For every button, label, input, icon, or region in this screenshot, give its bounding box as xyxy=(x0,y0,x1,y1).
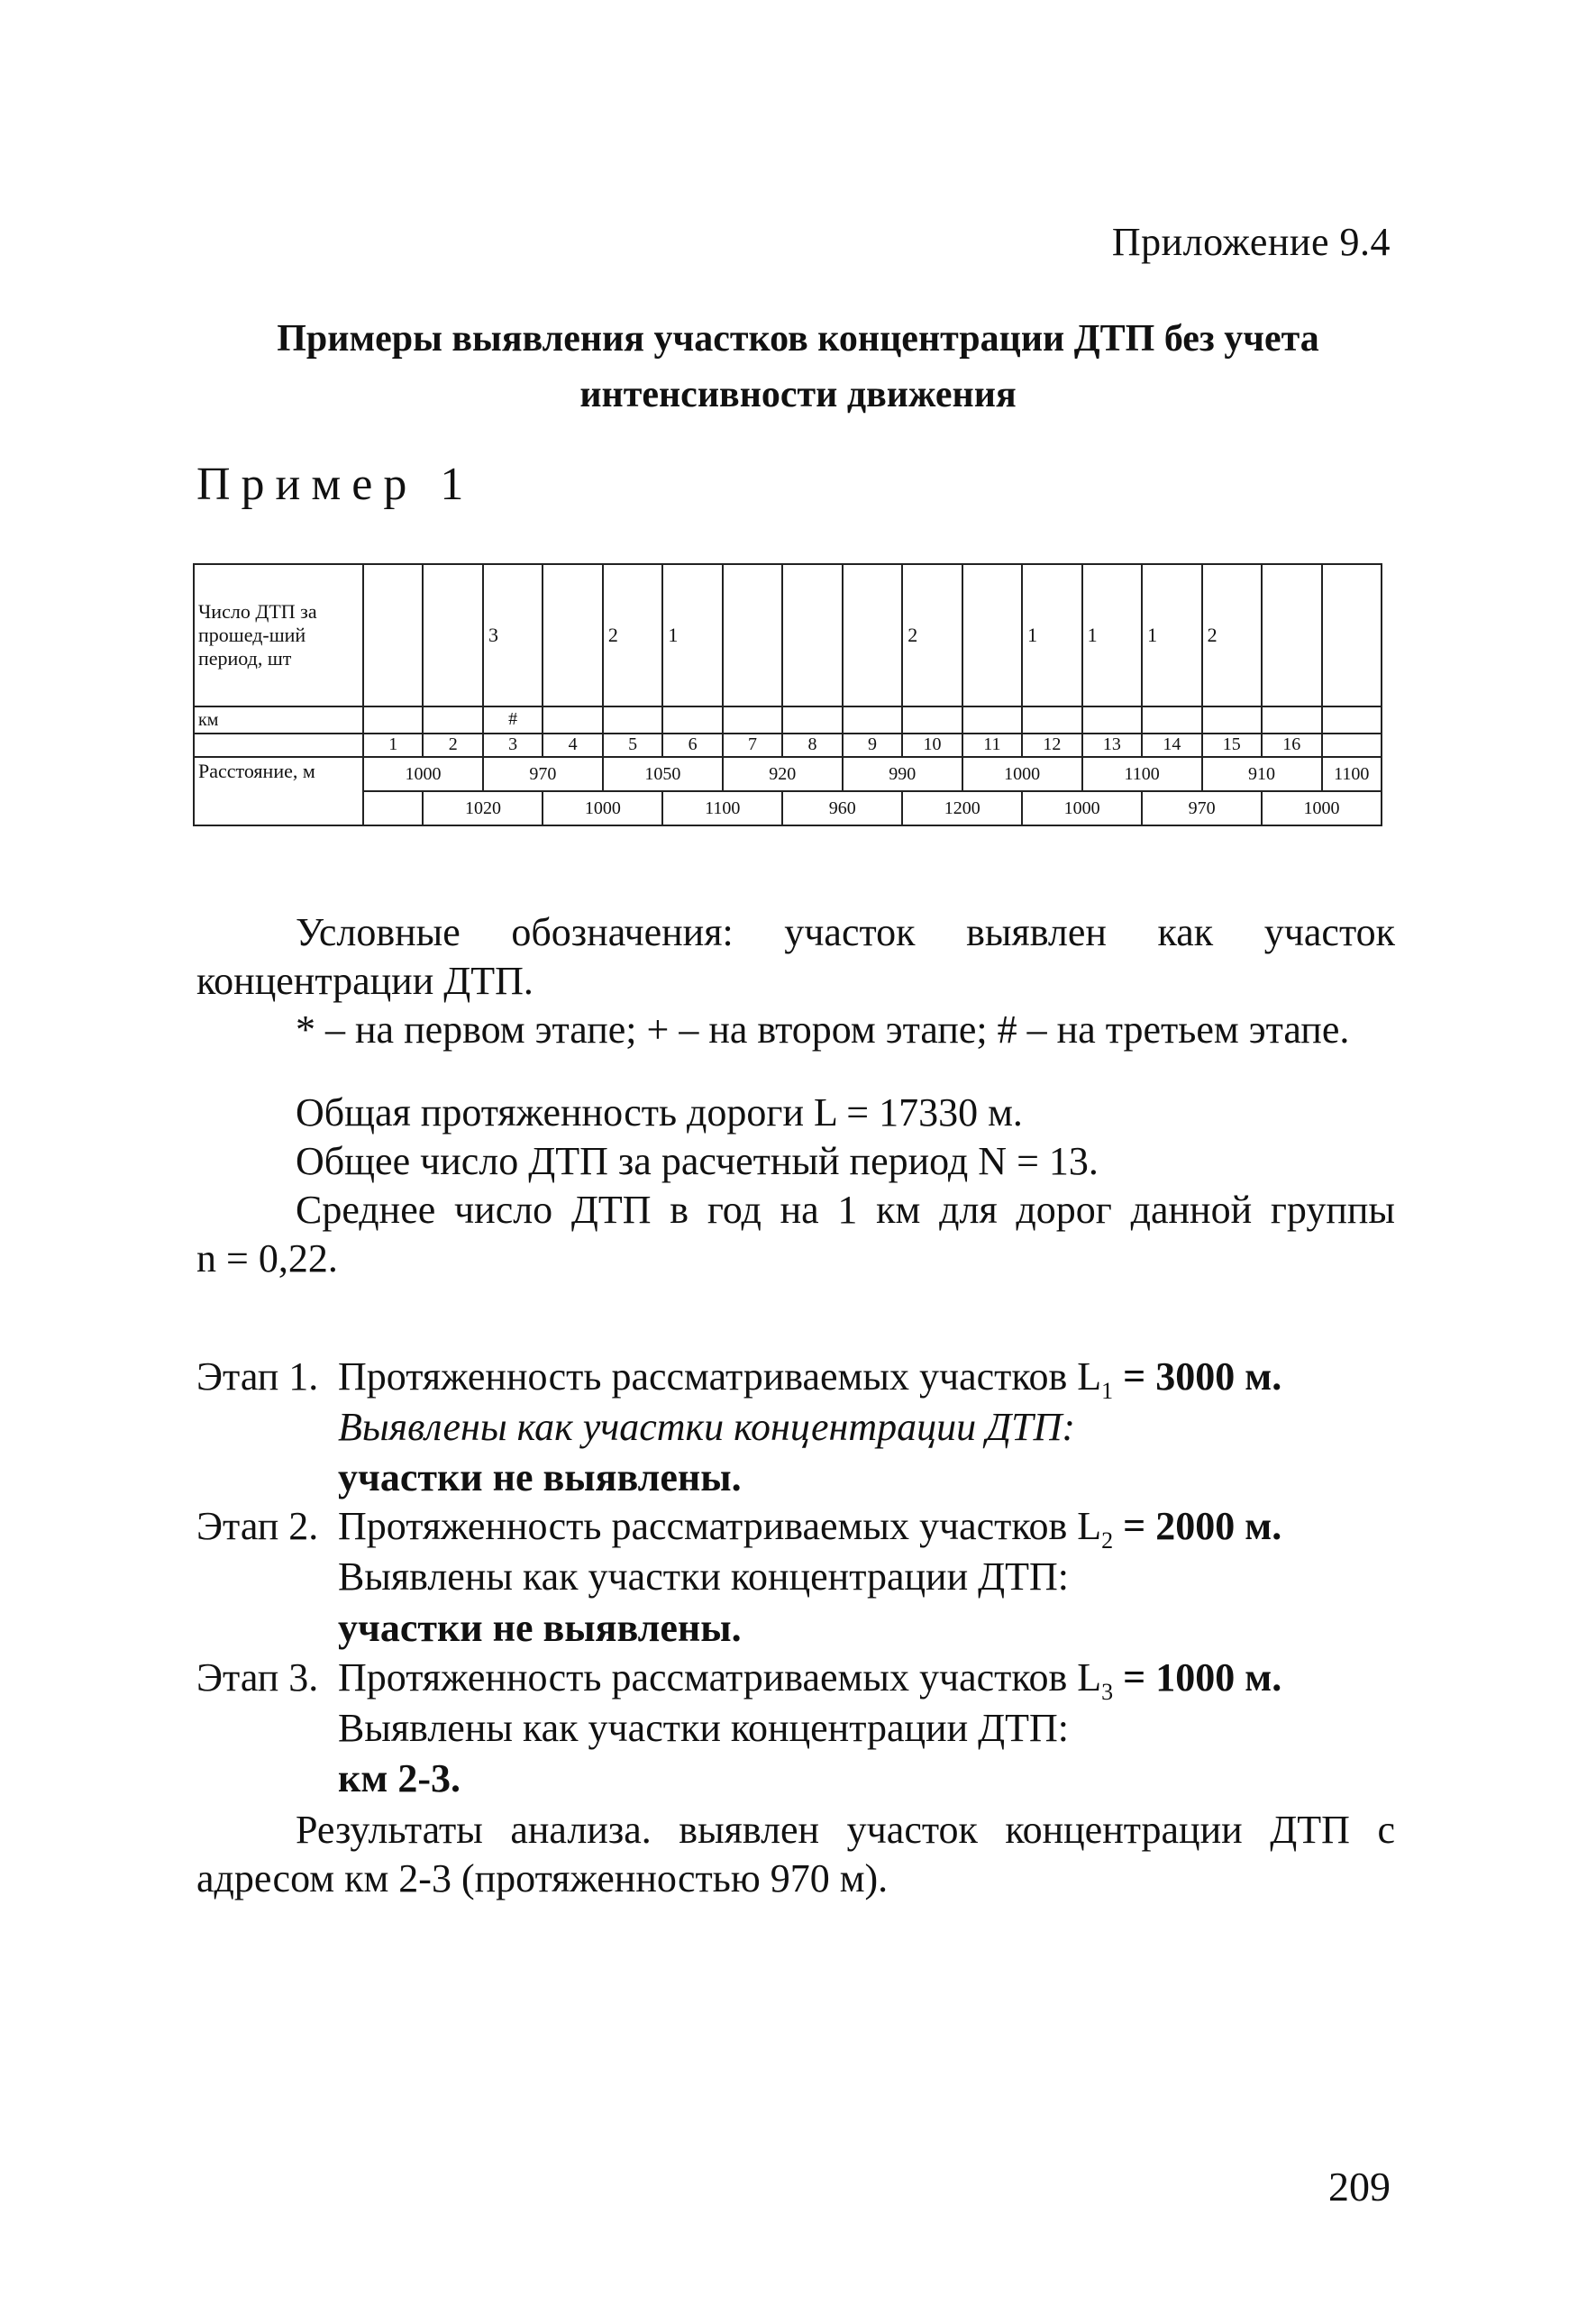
stage-3-length xyxy=(338,1654,1281,1706)
km-mark-cell xyxy=(902,706,962,734)
km-mark-cell xyxy=(723,706,782,734)
km-mark-cell xyxy=(1202,706,1262,734)
appendix-label: Приложение 9.4 xyxy=(1111,220,1391,264)
legend xyxy=(196,908,1395,1054)
stage-2-result: участки не выявлены. xyxy=(338,1606,742,1650)
distance-cell: 1100 xyxy=(662,791,782,825)
count-cell: 1 xyxy=(1142,564,1201,706)
stage-3-result: км 2-3. xyxy=(338,1756,461,1800)
km-mark-cell xyxy=(1082,706,1142,734)
stage-3-length-text: Протяженность рассматриваемых участков L xyxy=(338,1655,1102,1700)
count-cell: 1 xyxy=(1082,564,1142,706)
km-mark-cell xyxy=(603,706,662,734)
km-number-cell: 3 xyxy=(483,734,543,757)
legend-line-3: * – на первом этапе; + – на втором этапе; # – на третьем этапе. xyxy=(296,1007,1350,1052)
km-number-cell: 11 xyxy=(962,734,1022,757)
count-cell xyxy=(543,564,602,706)
stage-2-sub: 2 xyxy=(1101,1527,1114,1554)
stage-2-length-text: Протяженность рассматриваемых участков L xyxy=(338,1504,1102,1548)
summary-avg-line-2: n = 0,22. xyxy=(196,1236,338,1281)
page-title xyxy=(162,311,1434,423)
summary-length: Общая протяженность дороги L = 17330 м. xyxy=(296,1090,1023,1135)
stage-2-length xyxy=(338,1503,1281,1554)
distance-cell: 990 xyxy=(843,757,962,791)
summary xyxy=(196,1089,1395,1283)
km-number-cell: 9 xyxy=(843,734,902,757)
km-mark-cell: # xyxy=(483,706,543,734)
distance-cell: 1050 xyxy=(603,757,723,791)
km-number-cell: 5 xyxy=(603,734,662,757)
distance-cell: 970 xyxy=(1142,791,1262,825)
distance-cell: 1200 xyxy=(902,791,1022,825)
stage-2-length-value: = 2000 м. xyxy=(1113,1504,1282,1548)
legend-line-2: концентрации ДТП. xyxy=(196,959,534,1003)
stage-2-label: Этап 2. xyxy=(196,1504,319,1548)
count-cell xyxy=(423,564,482,706)
summary-count: Общее число ДТП за расчетный период N = 13. xyxy=(296,1139,1099,1183)
km-mark-cell xyxy=(1022,706,1081,734)
km-number-cell: 12 xyxy=(1022,734,1081,757)
table-body xyxy=(194,564,1382,825)
stage-1-length xyxy=(338,1353,1281,1405)
distance-cell: 1020 xyxy=(423,791,543,825)
distance-cell: 1000 xyxy=(1022,791,1142,825)
stage-3-found-label: Выявлены как участки концентрации ДТП: xyxy=(338,1706,1070,1750)
legend-line-1: Условные обозначения: участок выявлен как участок xyxy=(296,910,1395,954)
distance-blank xyxy=(363,791,423,825)
km-number-blank xyxy=(194,734,363,757)
stage-3-sub: 3 xyxy=(1101,1678,1114,1705)
count-cell xyxy=(782,564,842,706)
km-number-blank xyxy=(1322,734,1382,757)
table-row-count xyxy=(194,564,1382,706)
count-cell xyxy=(1322,564,1382,706)
km-number-cell: 1 xyxy=(363,734,423,757)
km-number-cell: 6 xyxy=(662,734,722,757)
count-cell: 1 xyxy=(1022,564,1081,706)
km-number-cell: 13 xyxy=(1082,734,1142,757)
count-cell: 2 xyxy=(603,564,662,706)
distance-cell: 910 xyxy=(1202,757,1322,791)
summary-avg-line-1: Среднее число ДТП в год на 1 км для дорог данной группы xyxy=(296,1188,1395,1232)
table-row-km-numbers xyxy=(194,734,1382,757)
stage-3-length-value: = 1000 м. xyxy=(1113,1655,1282,1700)
km-number-cell: 7 xyxy=(723,734,782,757)
table-row-km-marks xyxy=(194,706,1382,734)
distance-cell: 1100 xyxy=(1322,757,1382,791)
title-line-2: интенсивности движения xyxy=(579,374,1017,415)
count-cell xyxy=(723,564,782,706)
distance-cell: 1000 xyxy=(962,757,1082,791)
title-line-1: Примеры выявления участков концентрации ДТП без учета xyxy=(277,318,1319,360)
count-cell xyxy=(363,564,423,706)
km-number-cell: 2 xyxy=(423,734,482,757)
km-mark-cell xyxy=(662,706,722,734)
count-cell xyxy=(1262,564,1321,706)
km-number-cell: 15 xyxy=(1202,734,1262,757)
km-number-cell: 16 xyxy=(1262,734,1321,757)
distance-cell: 1100 xyxy=(1082,757,1202,791)
row-label-distance: Расстояние, м xyxy=(194,757,363,825)
conclusion-line-1: Результаты анализа. выявлен участок концентрации ДТП с xyxy=(296,1808,1395,1852)
conclusion-line-2: адресом км 2-3 (протяженностью 970 м). xyxy=(196,1856,889,1900)
km-mark-cell xyxy=(843,706,902,734)
stage-1-found-label: Выявлены как участки концентрации ДТП: xyxy=(338,1405,1075,1449)
count-cell xyxy=(843,564,902,706)
km-mark-cell xyxy=(1322,706,1382,734)
distance-cell: 920 xyxy=(723,757,843,791)
km-number-cell: 8 xyxy=(782,734,842,757)
count-cell: 1 xyxy=(662,564,722,706)
distance-cell: 1000 xyxy=(543,791,662,825)
example-heading: Пример 1 xyxy=(196,459,475,510)
km-mark-cell xyxy=(423,706,482,734)
stage-3-label: Этап 3. xyxy=(196,1655,319,1700)
accident-table xyxy=(193,563,1382,826)
stage-1-label: Этап 1. xyxy=(196,1354,319,1399)
km-number-cell: 4 xyxy=(543,734,602,757)
row-label-count: Число ДТП за прошед-ший период, шт xyxy=(194,564,363,706)
distance-cell: 960 xyxy=(782,791,902,825)
count-cell: 3 xyxy=(483,564,543,706)
table-row-distance-top xyxy=(194,757,1382,791)
stage-1-length-value: = 3000 м. xyxy=(1113,1354,1282,1399)
km-mark-cell xyxy=(782,706,842,734)
km-mark-cell xyxy=(962,706,1022,734)
page-number: 209 xyxy=(1328,2164,1391,2210)
km-mark-cell xyxy=(543,706,602,734)
distance-cell: 1000 xyxy=(363,757,483,791)
km-number-cell: 10 xyxy=(902,734,962,757)
stage-1-sub: 1 xyxy=(1101,1377,1114,1404)
table-row-distance-bottom xyxy=(194,791,1382,825)
distance-cell: 970 xyxy=(483,757,603,791)
km-number-cell: 14 xyxy=(1142,734,1201,757)
count-cell xyxy=(962,564,1022,706)
stage-2-found-label: Выявлены как участки концентрации ДТП: xyxy=(338,1554,1070,1599)
km-mark-cell xyxy=(363,706,423,734)
stage-1-length-text: Протяженность рассматриваемых участков L xyxy=(338,1354,1102,1399)
conclusion xyxy=(196,1806,1395,1903)
count-cell: 2 xyxy=(902,564,962,706)
km-mark-cell xyxy=(1262,706,1321,734)
distance-cell: 1000 xyxy=(1262,791,1382,825)
km-mark-cell xyxy=(1142,706,1201,734)
row-label-km: км xyxy=(194,706,363,734)
count-cell: 2 xyxy=(1202,564,1262,706)
stage-1-result: участки не выявлены. xyxy=(338,1455,742,1499)
